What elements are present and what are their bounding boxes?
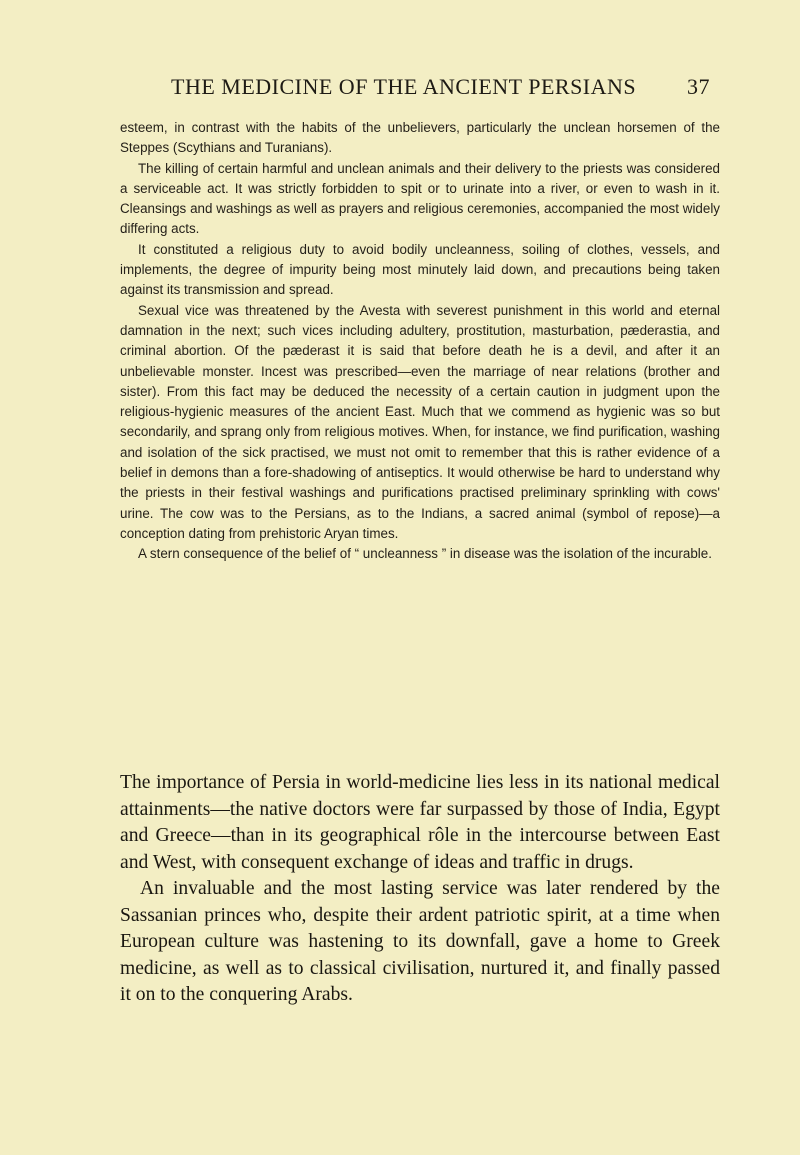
paragraph: An invaluable and the most lasting service was later rendered by the Sassanian princes who, despite their ardent patriotic spirit, at a time when European culture was hastening to its downfall, gave a home to Greek medicine, as well as to classical civilisation, nurtured it, and finally passed it on to the conquering Arabs. [120, 878, 720, 1005]
paragraph: Sexual vice was threatened by the Avesta with severest punishment in this world and eternal damnation in the next; such vices including adultery, prostitution, masturbation, pæderastia, and criminal abortion. Of the pæderast it is said that before death he is a devil, and after it an unbelievable monster. Incest was prescribed—even the marriage of near relations (brother and sister). From this fact may be deduced the necessity of a certain caution in judgment upon the religious-hygienic measures of the ancient East. Much that we commend as hygienic was so but secondarily, and sprang only from religious motives. When, for instance, we find purification, washing and isolation of the sick practised, we must not omit to remember that this is rather evidence of a belief in demons than a fore-shadowing of antiseptics. It would otherwise be hard to understand why the priests in their festival washings and purifications practised preliminary sprinkling with cows' urine. The cow was to the Persians, as to the Indians, a sacred animal (symbol of repose)—a conception dating from prehistoric Aryan times. [120, 302, 720, 541]
page-number: 37 [687, 74, 710, 99]
small-print-section [120, 118, 720, 565]
large-print-section [120, 770, 720, 1009]
paragraph: esteem, in contrast with the habits of the unbelievers, particularly the unclean horsemen of the Steppes (Scythians and Turanians). [120, 120, 720, 156]
paragraph: The killing of certain harmful and unclean animals and their delivery to the priests was considered a serviceable act. It was strictly forbidden to spit or to urinate into a river, or even to wash in it. Cleansings and washings as well as prayers and religious ceremonies, accompanied the most widely differing acts. [120, 160, 720, 237]
paragraph: The importance of Persia in world-medicine lies less in its national medical attainments—the native doctors were far surpassed by those of India, Egypt and Greece—than in its geographical rôle in the intercourse between East and West, with consequent exchange of ideas and traffic in drugs. [120, 772, 720, 873]
paragraph: A stern consequence of the belief of “ uncleanness ” in disease was the isolation of the incurable. [138, 546, 712, 562]
paragraph: It constituted a religious duty to avoid bodily uncleanness, soiling of clothes, vessels, and implements, the degree of impurity being most minutely laid down, and precautions being taken against its transmission and spread. [120, 241, 720, 298]
running-head [113, 74, 710, 104]
running-head-title: THE MEDICINE OF THE ANCIENT PERSIANS [171, 74, 637, 99]
